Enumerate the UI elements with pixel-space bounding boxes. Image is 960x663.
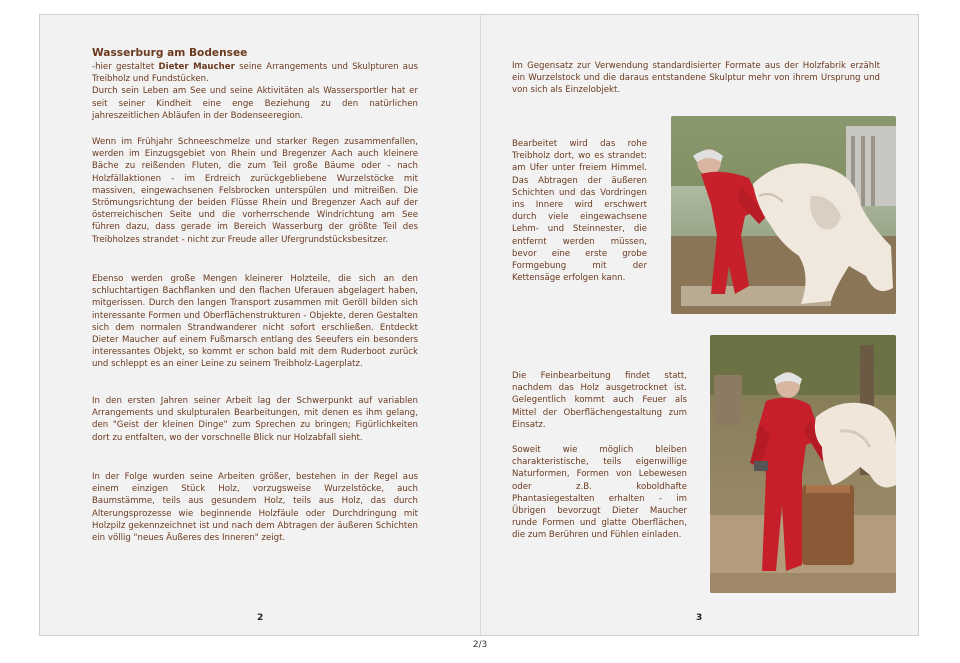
right-page: [481, 15, 920, 635]
page-number-left: 2: [257, 613, 264, 623]
right-intro-paragraph: Im Gegensatz zur Verwendung standardisierter Formate aus der Holzfabrik erzählt ein Wurzelstock und die daraus entstandene Skulptur mehr von ihrem Ursprung und von sich als Einzelobjekt.: [512, 61, 880, 96]
paragraph-early-years: In den ersten Jahren seiner Arbeit lag der Schwerpunkt auf variablen Arrangements und skulpturalen Bearbeitungen, mit denen es ihm gelang, den "Geist der kleinen Dinge" zum Sprechen zu bringen; Figürlichkeiten dort zu entfalten, wo der vorschnelle Blick nur Holzabfall sieht.: [92, 396, 418, 443]
paragraph-later-works: In der Folge wurden seine Arbeiten größer, bestehen in der Regel aus einem einzigen Stück Holz, vorzugsweise Wurzelstöcke, auch Baumstämme, teils aus gesundem Holz, teils aus Holz, das durch Alterungsprozesse wie beginnende Holzfäule oder Durchdringung mit Holzpilz gekennzeichnet ist und nach dem Abtragen der äußeren Schichten ein völlig "neues Äußeres des Inneren" zeigt.: [92, 472, 418, 544]
photo-fine-carving-image: [710, 335, 896, 593]
paragraph-raw-driftwood: Bearbeitet wird das rohe Treibholz dort, wo es strandet: am Ufer unter freiem Himmel. Das Abtragen der äußeren Schichten und das Vordringen ins Innere wird erschwert durch viele eingewachsene Lehm- und Steinnester, die entfernt werden müssen, bevor eine erste grobe Formgebung mit der Kettensäge erfolgen kann.: [512, 139, 647, 284]
photo-carving-image: [671, 116, 896, 314]
paragraph-small-wood: Ebenso werden große Mengen kleinerer Holzteile, die sich an den schluchtartigen Bachflanken und den flachen Uferauen abgelagert haben, mitgerissen. Durch den langen Transport zusammen mit Geröll bilden sich interessante Formen und Oberflächenstrukturen - Objekte, deren Gestalten sich dem normalen Strandwanderer nicht sofort erschließen. Entdeckt Dieter Maucher auf einem Fußmarsch entlang des Seeufers ein besonders interessantes Objekt, so kommt er schon bald mit dem Ruderboot zurück und schleppt es an einer Leine zu seinem Treibholz-Lagerplatz.: [92, 274, 418, 370]
left-page: [40, 15, 480, 635]
paragraph-natural-forms: Soweit wie möglich bleiben charakteristische, teils eigenwillige Naturformen, Formen von Lebewesen oder z.B. koboldhafte Phantasiegestalten erhalten - im Übrigen bevorzugt Dieter Maucher runde Formen und glatte Oberflächen, die zum Berühren und Fühlen einladen.: [512, 445, 687, 541]
artist-name: Dieter Maucher: [158, 62, 235, 72]
photo-fine-carving: [710, 335, 896, 593]
paragraph-fine-work: Die Feinbearbeitung findet statt, nachdem das Holz ausgetrocknet ist. Gelegentlich kommt auch Feuer als Mittel der Oberflächengestaltung zum Einsatz.: [512, 371, 687, 430]
paragraph-driftwood-floods: Wenn im Frühjahr Schneeschmelze und starker Regen zusammenfallen, werden im Einzugsgebiet von Rhein und Bregenzer Aach auch kleinere Bäche zu reißenden Fluten, die zum Teil große Bäume oder - nach Holzfällaktionen - im Erdreich zurückgebliebene Wurzelstöcke mit massiven, eingewachsenen Felsbrocken unterspülen und mitreißen. Die Strömungsrichtung der beiden Flüsse Rhein und Bregenzer Aach auf der österreichischen Seite und die vorherrschende Windrichtung am See führen dazu, dass gerade im Bereich Wasserburg der größte Teil des Treibholzes strandet - nicht zur Freude aller Ufergrundstücksbesitzer.: [92, 137, 418, 245]
article-title: Wasserburg am Bodensee: [92, 47, 248, 59]
photo-chainsaw-carving: [671, 116, 896, 314]
intro-paragraph: -hier gestaltet Dieter Maucher seine Arrangements und Skulpturen aus Treibholz und Fundstücken. Durch sein Leben am See und seine Aktivitäten als Wassersportler hat er seit seiner Kindheit eine enge Beziehung zu den natürlichen jahreszeitlichen Abläufen in der Bodenseeregion.: [92, 62, 418, 121]
book-spread: [39, 14, 919, 636]
page-number-right: 3: [696, 613, 703, 623]
page-indicator: 2/3: [472, 640, 488, 650]
